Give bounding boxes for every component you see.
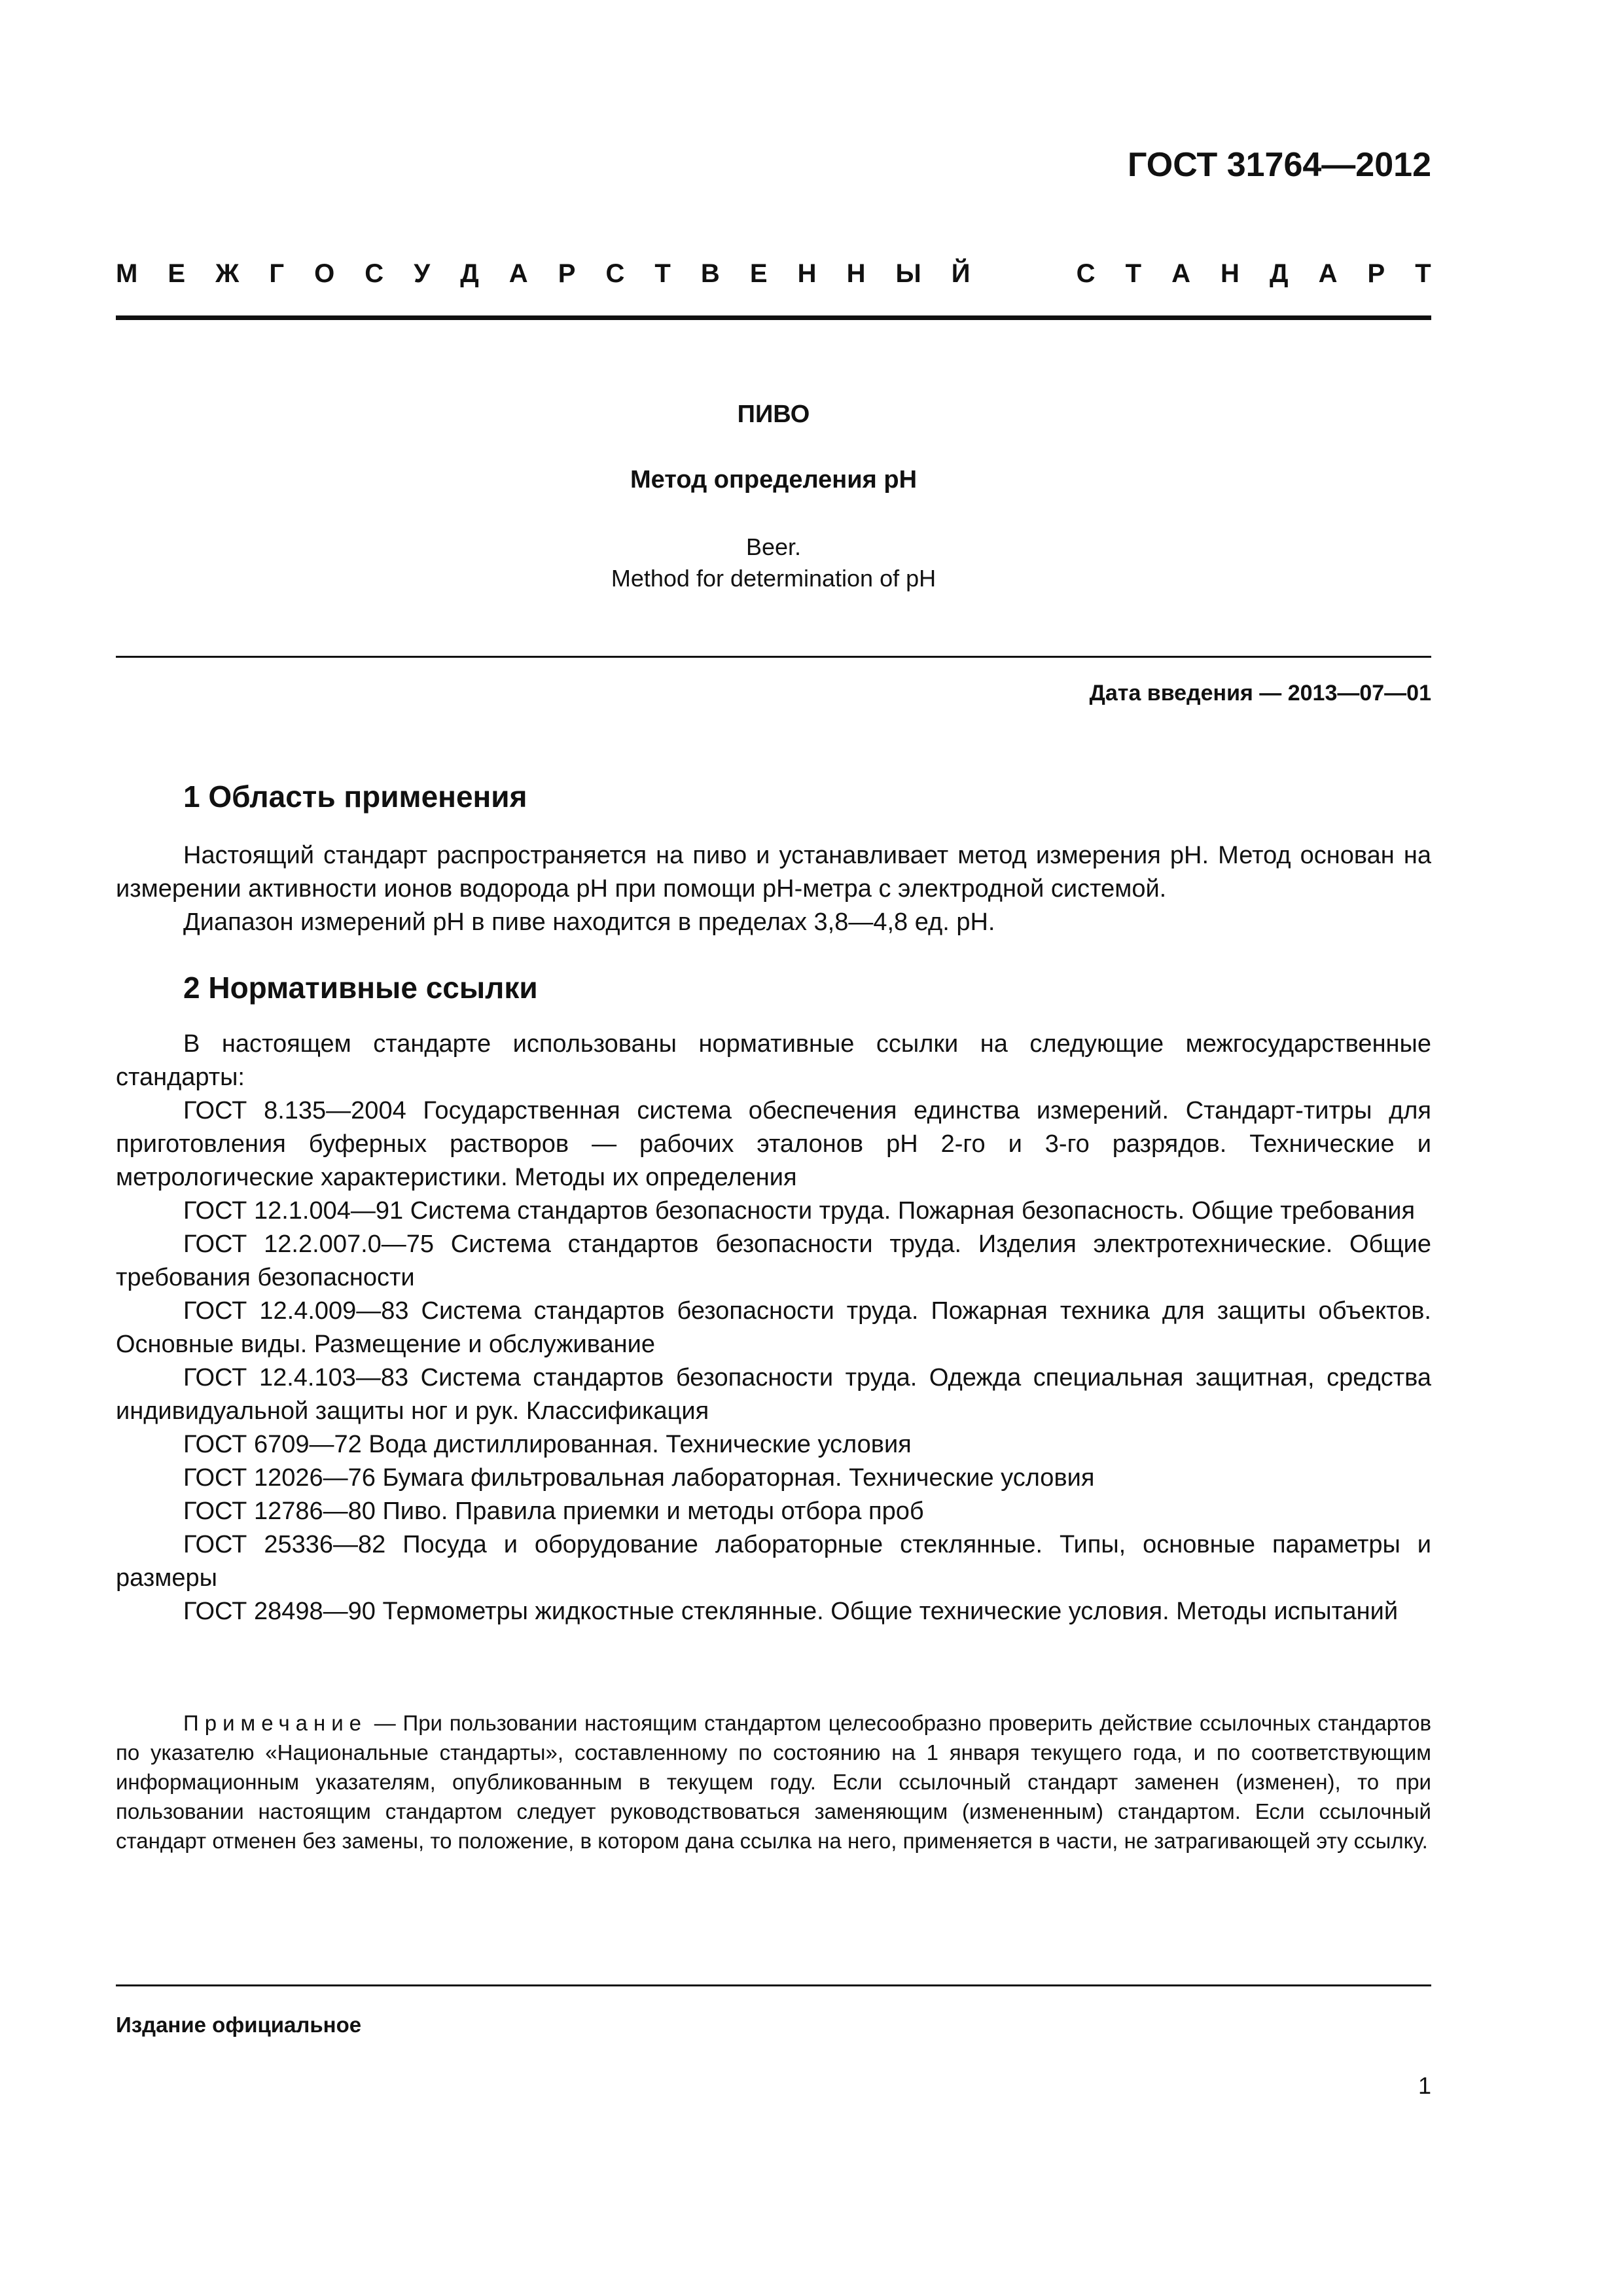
note-text: — При пользовании настоящим стандартом целесообразно проверить действие ссылочных стандартов по указателю «Национальные стандарты», составленному по состоянию на 1 января текущего года, и по соответствующим информационным указателям, опубликованным в текущем году. Если ссылочный стандарт заменен (изменен), то при пользовании настоящим стандартом следует руководствоваться заменяющим (измененным) стандартом. Если ссылочный стандарт отменен без замены, то положение, в котором дана ссылка на него, применяется в части, не затрагивающей эту ссылку.	[116, 1711, 1431, 1853]
english-title	[116, 531, 1431, 594]
standard-type-letter: С	[605, 259, 625, 288]
standard-type-letter: Ы	[895, 259, 921, 288]
document-subtitle: Метод определения pH	[630, 466, 918, 493]
standard-type-letter: А	[1318, 259, 1338, 288]
standard-type-letter: Н	[846, 259, 866, 288]
english-title-line: Method for determination of pH	[611, 565, 936, 592]
standard-type-letter: В	[700, 259, 720, 288]
section-heading-scope: 1 Область применения	[183, 780, 527, 814]
reference-item: ГОСТ 28498—90 Термометры жидкостные стеклянные. Общие технические условия. Методы испытаний	[183, 1598, 1399, 1625]
reference-item: ГОСТ 12026—76 Бумага фильтровальная лабораторная. Технические условия	[183, 1464, 1095, 1492]
official-edition-label: Издание официальное	[116, 2013, 362, 2037]
standard-type-letter: О	[314, 259, 335, 288]
note-label: Примечание	[183, 1711, 368, 1735]
header-divider	[116, 315, 1431, 320]
standard-type-letter: У	[414, 259, 431, 288]
reference-item: ГОСТ 12.2.007.0—75 Система стандартов безопасности труда. Изделия электротехнические. Общие требования безопасности	[116, 1230, 1431, 1291]
title-divider	[116, 656, 1431, 658]
section-heading-references: 2 Нормативные ссылки	[183, 971, 538, 1005]
standard-type-letter: Т	[1415, 259, 1431, 288]
reference-item: ГОСТ 8.135—2004 Государственная система обеспечения единства измерений. Стандарт-титры для приготовления буферных растворов — рабочих эталонов pH 2-го и 3-го разрядов. Технические и метрологические характеристики. Методы их определения	[116, 1097, 1431, 1191]
introduction-date: Дата введения — 2013—07—01	[1089, 681, 1431, 706]
standard-type-letter: Р	[1367, 259, 1385, 288]
reference-item: ГОСТ 12.4.009—83 Система стандартов безопасности труда. Пожарная техника для защиты объектов. Основные виды. Размещение и обслуживание	[116, 1297, 1431, 1358]
standard-type-letter: Й	[951, 259, 971, 288]
standard-type-letter: Т	[654, 259, 671, 288]
standard-type-letter: Ж	[215, 259, 240, 288]
references-list	[116, 1094, 1431, 1628]
reference-item: ГОСТ 12.1.004—91 Система стандартов безопасности труда. Пожарная безопасность. Общие требования	[183, 1197, 1416, 1225]
standard-type-heading	[116, 259, 1431, 289]
standard-type-letter: А	[1171, 259, 1190, 288]
standard-type-letter: М	[116, 259, 138, 288]
note	[116, 1708, 1431, 1856]
standard-type-letter: Г	[269, 259, 285, 288]
references-intro: В настоящем стандарте использованы нормативные ссылки на следующие межгосударственные стандарты:	[116, 1030, 1431, 1091]
standard-type-letter: Е	[168, 259, 186, 288]
standard-type-letter: Д	[460, 259, 479, 288]
standard-type-letter: С	[1076, 259, 1096, 288]
document-title: ПИВО	[737, 401, 810, 428]
standard-type-letter: Т	[1125, 259, 1142, 288]
gost-number: ГОСТ 31764—2012	[1128, 146, 1431, 184]
reference-item: ГОСТ 6709—72 Вода дистиллированная. Технические условия	[183, 1431, 912, 1458]
scope-paragraph: Настоящий стандарт распространяется на пиво и устанавливает метод измерения pH. Метод основан на измерении активности ионов водорода pH при помощи pH-метра с электродной системой.	[116, 842, 1431, 903]
reference-item: ГОСТ 12786—80 Пиво. Правила приемки и методы отбора проб	[183, 1498, 924, 1525]
footer-divider	[116, 1984, 1431, 1986]
standard-type-letter: Н	[1221, 259, 1240, 288]
standard-type-letter: Е	[749, 259, 768, 288]
reference-item: ГОСТ 25336—82 Посуда и оборудование лабораторные стеклянные. Типы, основные параметры и размеры	[116, 1531, 1431, 1592]
english-title-line: Beer.	[745, 533, 802, 560]
standard-type-letter: С	[365, 259, 384, 288]
standard-type-letter: Н	[797, 259, 817, 288]
reference-item: ГОСТ 12.4.103—83 Система стандартов безопасности труда. Одежда специальная защитная, средства индивидуальной защиты ног и рук. Классификация	[116, 1364, 1431, 1425]
standard-type-letter: А	[508, 259, 528, 288]
standard-type-letter: Д	[1270, 259, 1289, 288]
standard-type-letter: Р	[558, 259, 576, 288]
word-gap	[1001, 259, 1046, 289]
page-number: 1	[1418, 2072, 1431, 2099]
scope-paragraph: Диапазон измерений pH в пиве находится в пределах 3,8—4,8 ед. pH.	[183, 908, 995, 936]
